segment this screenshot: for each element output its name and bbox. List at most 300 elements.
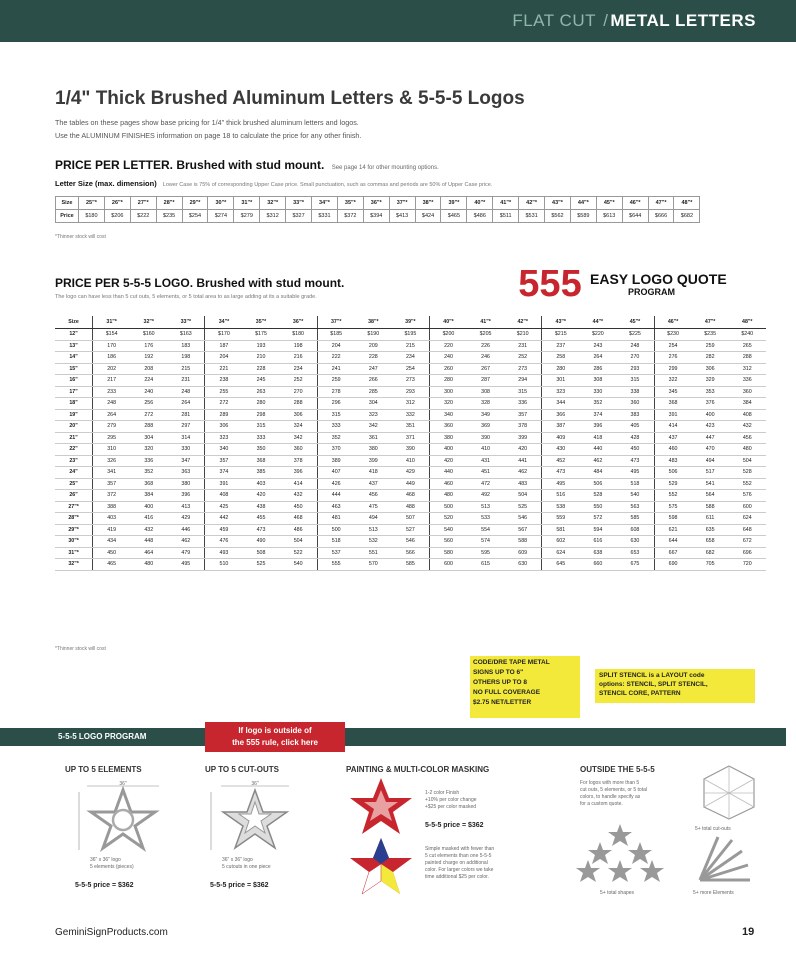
logo-price-cell: 479 <box>167 547 205 559</box>
logo-table-row <box>55 547 766 559</box>
logo-price-cell: 330 <box>167 444 205 456</box>
logo-price-cell: 450 <box>280 501 318 513</box>
logo-price-cell: 272 <box>130 409 167 421</box>
letter-price-cell: $274 <box>208 210 234 223</box>
letter-price-cell: $222 <box>130 210 156 223</box>
logo-table-row <box>55 432 766 444</box>
five-cutouts-star-icon <box>205 780 300 855</box>
logo-price-cell: 210 <box>242 352 279 364</box>
code-callout <box>470 656 580 718</box>
logo-price-cell: 198 <box>280 340 318 352</box>
easy-logo-quote-title: EASY LOGO QUOTE <box>590 271 727 287</box>
logo-price-cell: 254 <box>392 363 430 375</box>
letter-size-cell: 48"* <box>674 197 700 210</box>
logo-price-cell: 280 <box>542 363 580 375</box>
logo-price-cell: 476 <box>205 536 243 548</box>
header-bar <box>0 0 796 42</box>
logo-price-cell: 374 <box>205 467 243 479</box>
logo-price-cell: 540 <box>429 524 467 536</box>
logo-row-size: 26" <box>55 490 93 502</box>
logo-col-header: 43"* <box>542 316 580 329</box>
logo-price-cell: 391 <box>205 478 243 490</box>
split-callout-line: SPLIT STENCIL is a LAYOUT code <box>599 672 705 679</box>
logo-price-cell: 280 <box>242 398 279 410</box>
logo-price-cell: 440 <box>429 467 467 479</box>
logo-price-cell: 264 <box>93 409 131 421</box>
letter-price-cell: $312 <box>260 210 286 223</box>
logo-price-cell: 256 <box>130 398 167 410</box>
logo-price-cell: 315 <box>242 421 279 433</box>
logo-col-header: 46"* <box>654 316 692 329</box>
letter-size-cell: 36"* <box>363 197 389 210</box>
logo-price-cell: 234 <box>280 363 318 375</box>
multicolor-star-icon <box>346 836 416 896</box>
letter-price-cell: $180 <box>79 210 105 223</box>
logo-price-cell: 333 <box>317 421 355 433</box>
footer-site-link[interactable]: GeminiSignProducts.com <box>55 927 168 938</box>
logo-price-cell: 217 <box>93 375 131 387</box>
logo-price-cell: 273 <box>504 363 542 375</box>
letter-size-cell: 34"* <box>312 197 338 210</box>
col3-para-4: color. For larger colors we take <box>425 867 494 873</box>
logo-price-cell: 234 <box>392 352 430 364</box>
letter-size-cell: 27"* <box>130 197 156 210</box>
logo-price-cell: 468 <box>280 513 318 525</box>
outside-rule-link[interactable] <box>205 722 345 752</box>
letter-size-cell: 41"* <box>493 197 519 210</box>
logo-price-cell: 460 <box>429 478 467 490</box>
letter-price-cell: $465 <box>441 210 467 223</box>
logo-price-cell: 420 <box>242 490 279 502</box>
logo-price-cell: 378 <box>280 455 318 467</box>
logo-col-header: 47"* <box>692 316 729 329</box>
logo-row-size: 27"* <box>55 501 93 513</box>
col2-price: 5-5-5 price = $362 <box>210 882 269 889</box>
logo-price-cell: 390 <box>392 444 430 456</box>
logo-price-cell: $205 <box>467 329 504 341</box>
logo-price-cell: 279 <box>93 421 131 433</box>
logo-price-cell: 442 <box>205 513 243 525</box>
logo-price-cell: 408 <box>205 490 243 502</box>
logo-price-cell: 494 <box>355 513 392 525</box>
logo-price-cell: $210 <box>504 329 542 341</box>
logo-price-cell: 228 <box>355 352 392 364</box>
logo-price-cell: 528 <box>579 490 616 502</box>
logo-row-size: 12" <box>55 329 93 341</box>
logo-table-row <box>55 444 766 456</box>
logo-price-cell: 616 <box>579 536 616 548</box>
logo-price-cell: 418 <box>355 467 392 479</box>
logo-price-cell: 297 <box>167 421 205 433</box>
code-callout-line: $2.75 NET/LETTER <box>473 699 532 706</box>
logo-price-cell: 594 <box>579 524 616 536</box>
logo-price-cell: 237 <box>542 340 580 352</box>
letter-price-cell: $279 <box>234 210 260 223</box>
logo-price-cell: 222 <box>317 352 355 364</box>
logo-price-cell: 675 <box>616 559 654 571</box>
logo-price-cell: 563 <box>616 501 654 513</box>
logo-table-row <box>55 352 766 364</box>
logo-price-cell: 245 <box>242 375 279 387</box>
letter-size-cell: 35"* <box>337 197 363 210</box>
logo-price-cell: 259 <box>317 375 355 387</box>
logo-price-cell: 226 <box>467 340 504 352</box>
logo-price-cell: 720 <box>729 559 766 571</box>
logo-table-row <box>55 467 766 479</box>
logo-price-cell: 347 <box>167 455 205 467</box>
logo-price-cell: 504 <box>280 536 318 548</box>
col3-para-2: 5 cut elements than one 5-5-5 <box>425 853 492 859</box>
logo-price-cell: 448 <box>130 536 167 548</box>
logo-col-header: 41"* <box>467 316 504 329</box>
logo-row-size: 21" <box>55 432 93 444</box>
logo-price-cell: $240 <box>729 329 766 341</box>
logo-price-cell: $225 <box>616 329 654 341</box>
logo-price-cell: 608 <box>616 524 654 536</box>
logo-row-size: 28"* <box>55 513 93 525</box>
letter-size-note: Lower Case is 75% of corresponding Upper Case price. Small punctuation, such as commas and periods are 50% of Upper Case price. <box>162 182 493 188</box>
logo-row-size: 29"* <box>55 524 93 536</box>
logo-price-cell: 624 <box>729 513 766 525</box>
intro-line-2: Use the ALUMINUM FINISHES information on page 18 to calculate the price for any other finish. <box>55 131 362 140</box>
letter-size-cell: 45"* <box>596 197 622 210</box>
logo-price-cell: 518 <box>616 478 654 490</box>
logo-price-cell: 288 <box>280 398 318 410</box>
letter-size-cell: 47"* <box>648 197 674 210</box>
logo-price-cell: 403 <box>242 478 279 490</box>
logo-price-cell: 552 <box>654 490 692 502</box>
logo-price-cell: 522 <box>280 547 318 559</box>
logo-price-cell: 540 <box>616 490 654 502</box>
logo-price-table <box>55 316 766 571</box>
logo-price-cell: 265 <box>729 340 766 352</box>
logo-price-cell: 460 <box>654 444 692 456</box>
logo-price-cell: 575 <box>654 501 692 513</box>
logo-price-cell: 473 <box>542 467 580 479</box>
letter-footnote: *Thinner stock will cost <box>55 234 106 240</box>
logo-price-cell: 287 <box>467 375 504 387</box>
outside-rule-line: the 555 rule, click here <box>232 738 318 747</box>
logo-price-cell: $195 <box>392 329 430 341</box>
logo-price-cell: 495 <box>542 478 580 490</box>
col3-note-1: 1-2 color Finish <box>425 790 460 796</box>
logo-col-header: 48"* <box>729 316 766 329</box>
logo-col-header: 32"* <box>130 316 167 329</box>
logo-row-size: 16" <box>55 375 93 387</box>
logo-price-cell: 301 <box>542 375 580 387</box>
logo-price-cell: 241 <box>317 363 355 375</box>
logo-price-cell: 396 <box>167 490 205 502</box>
logo-price-cell: 288 <box>130 421 167 433</box>
logo-price-cell: 246 <box>467 352 504 364</box>
logo-price-cell: $235 <box>692 329 729 341</box>
letter-price-cell: $644 <box>622 210 648 223</box>
logo-price-cell: 506 <box>579 478 616 490</box>
logo-price-cell: 418 <box>579 432 616 444</box>
logo-price-cell: 452 <box>542 455 580 467</box>
logo-section-heading: PRICE PER 5-5-5 LOGO. Brushed with stud mount. <box>55 276 345 290</box>
col3-note-2: +10% per color change <box>425 797 477 803</box>
letter-price-cell: $372 <box>337 210 363 223</box>
logo-price-cell: 289 <box>205 409 243 421</box>
logo-price-cell: 494 <box>692 455 729 467</box>
logo-price-cell: 492 <box>467 490 504 502</box>
logo-price-cell: 468 <box>392 490 430 502</box>
logo-price-cell: 255 <box>205 386 243 398</box>
logo-price-cell: 463 <box>317 501 355 513</box>
logo-col-header: 40"* <box>429 316 467 329</box>
five-stars-icon <box>578 822 663 887</box>
logo-price-cell: 376 <box>692 398 729 410</box>
easy-logo-quote-sub: PROGRAM <box>628 287 675 297</box>
logo-price-cell: 658 <box>692 536 729 548</box>
logo-row-size: 22" <box>55 444 93 456</box>
555-logo-text: 555 <box>518 263 582 305</box>
logo-price-cell: 430 <box>542 444 580 456</box>
logo-price-cell: 345 <box>654 386 692 398</box>
logo-row-size: 14" <box>55 352 93 364</box>
logo-price-cell: 204 <box>205 352 243 364</box>
logo-row-size: 20" <box>55 421 93 433</box>
logo-price-cell: 423 <box>692 421 729 433</box>
logo-price-cell: 258 <box>542 352 580 364</box>
col3-para-1: Simple masked with fewer than <box>425 846 495 852</box>
logo-price-cell: 705 <box>692 559 729 571</box>
logo-price-cell: 420 <box>504 444 542 456</box>
letter-price-cell: $206 <box>104 210 130 223</box>
logo-price-cell: 449 <box>392 478 430 490</box>
logo-price-cell: 481 <box>317 513 355 525</box>
code-callout-line: OTHERS UP TO 8 <box>473 679 527 686</box>
logo-price-cell: 298 <box>242 409 279 421</box>
logo-table-row <box>55 559 766 571</box>
logo-price-cell: $160 <box>130 329 167 341</box>
logo-price-cell: 525 <box>242 559 279 571</box>
logo-price-cell: 248 <box>93 398 131 410</box>
logo-price-cell: 564 <box>692 490 729 502</box>
logo-table-row <box>55 398 766 410</box>
logo-price-cell: 510 <box>205 559 243 571</box>
logo-price-cell: 400 <box>429 444 467 456</box>
logo-price-cell: $220 <box>579 329 616 341</box>
logo-price-cell: 336 <box>504 398 542 410</box>
logo-row-size: 23" <box>55 455 93 467</box>
logo-price-cell: 408 <box>729 409 766 421</box>
logo-table-row <box>55 421 766 433</box>
logo-price-cell: 286 <box>579 363 616 375</box>
letter-size-cell: 28"* <box>156 197 182 210</box>
page-number: 19 <box>742 926 755 938</box>
logo-row-size: 18" <box>55 398 93 410</box>
logo-price-cell: 615 <box>467 559 504 571</box>
logo-table-row <box>55 375 766 387</box>
logo-price-cell: 396 <box>579 421 616 433</box>
intro-text <box>55 116 361 142</box>
logo-price-cell: 446 <box>167 524 205 536</box>
logo-price-cell: 399 <box>355 455 392 467</box>
logo-price-cell: $180 <box>280 329 318 341</box>
logo-price-cell: 520 <box>429 513 467 525</box>
logo-price-cell: 198 <box>167 352 205 364</box>
logo-price-cell: 344 <box>542 398 580 410</box>
logo-price-cell: 385 <box>242 467 279 479</box>
logo-price-cell: 508 <box>242 547 279 559</box>
logo-col-header: 34"* <box>205 316 243 329</box>
letter-heading-text: PRICE PER LETTER. Brushed with stud mount. <box>55 158 325 172</box>
logo-price-cell: 288 <box>729 352 766 364</box>
logo-price-cell: 480 <box>729 444 766 456</box>
col2-title: UP TO 5 CUT-OUTS <box>205 765 279 774</box>
letter-price-table <box>55 196 700 223</box>
logo-price-cell: 483 <box>654 455 692 467</box>
logo-price-cell: 598 <box>654 513 692 525</box>
letter-price-cell: $531 <box>519 210 545 223</box>
logo-price-cell: 389 <box>317 455 355 467</box>
logo-price-cell: 533 <box>467 513 504 525</box>
logo-price-cell: 554 <box>467 524 504 536</box>
logo-price-cell: 352 <box>317 432 355 444</box>
logo-table-row <box>55 490 766 502</box>
logo-price-cell: 306 <box>692 363 729 375</box>
logo-table-row <box>55 536 766 548</box>
logo-price-cell: 380 <box>355 444 392 456</box>
logo-price-cell: 308 <box>579 375 616 387</box>
logo-price-cell: 444 <box>317 490 355 502</box>
logo-price-cell: 441 <box>504 455 542 467</box>
logo-row-size: 30"* <box>55 536 93 548</box>
logo-price-cell: 314 <box>167 432 205 444</box>
logo-price-cell: 259 <box>692 340 729 352</box>
logo-table-row <box>55 340 766 352</box>
logo-price-cell: 528 <box>729 467 766 479</box>
logo-price-cell: 551 <box>355 547 392 559</box>
logo-price-cell: 371 <box>392 432 430 444</box>
logo-price-cell: 360 <box>729 386 766 398</box>
logo-price-cell: 396 <box>280 467 318 479</box>
logo-price-cell: 192 <box>130 352 167 364</box>
logo-price-cell: 546 <box>392 536 430 548</box>
logo-price-cell: 193 <box>242 340 279 352</box>
logo-price-cell: 595 <box>467 547 504 559</box>
logo-price-cell: 660 <box>579 559 616 571</box>
logo-price-cell: 537 <box>317 547 355 559</box>
header-separator: / <box>603 11 608 30</box>
logo-price-cell: 215 <box>167 363 205 375</box>
logo-price-cell: $170 <box>205 329 243 341</box>
logo-price-cell: 484 <box>579 467 616 479</box>
logo-footnote: *Thinner stock will cost <box>55 646 106 652</box>
logo-price-cell: 566 <box>392 547 430 559</box>
col1-caption-1: 36" x 36" logo <box>90 857 121 863</box>
logo-price-cell: 500 <box>429 501 467 513</box>
split-callout-line: options: STENCIL, SPLIT STENCIL, <box>599 681 708 688</box>
letter-size-cell: 37"* <box>389 197 415 210</box>
logo-price-cell: 559 <box>542 513 580 525</box>
logo-price-cell: 252 <box>504 352 542 364</box>
logo-price-cell: 399 <box>504 432 542 444</box>
logo-col-header: 36"* <box>280 316 318 329</box>
logo-price-cell: 696 <box>729 547 766 559</box>
logo-price-cell: 440 <box>579 444 616 456</box>
logo-price-cell: 374 <box>579 409 616 421</box>
logo-price-cell: 437 <box>355 478 392 490</box>
logo-price-cell: 370 <box>317 444 355 456</box>
logo-price-cell: 504 <box>504 490 542 502</box>
logo-price-cell: $200 <box>429 329 467 341</box>
logo-price-cell: 299 <box>654 363 692 375</box>
logo-price-cell: 672 <box>729 536 766 548</box>
logo-price-cell: 420 <box>429 455 467 467</box>
logo-price-cell: 322 <box>654 375 692 387</box>
logo-price-cell: 248 <box>167 386 205 398</box>
logo-price-cell: 518 <box>317 536 355 548</box>
logo-price-cell: 495 <box>167 559 205 571</box>
logo-price-cell: 294 <box>504 375 542 387</box>
logo-price-cell: 462 <box>167 536 205 548</box>
logo-price-cell: 450 <box>616 444 654 456</box>
logo-table-row <box>55 513 766 525</box>
logo-price-cell: 541 <box>692 478 729 490</box>
logo-col-header: 31"* <box>93 316 131 329</box>
intro-line-1: The tables on these pages show base pricing for 1/4" thick brushed aluminum letters and logos. <box>55 118 359 127</box>
logo-col-header: 45"* <box>616 316 654 329</box>
logo-col-header: 35"* <box>242 316 279 329</box>
logo-price-cell: 202 <box>93 363 131 375</box>
logo-price-cell: 546 <box>504 513 542 525</box>
logo-price-cell: 332 <box>392 409 430 421</box>
logo-price-cell: 504 <box>729 455 766 467</box>
logo-price-cell: 456 <box>355 490 392 502</box>
logo-price-cell: 267 <box>467 363 504 375</box>
logo-price-cell: 220 <box>429 340 467 352</box>
letter-price-cell: $589 <box>570 210 596 223</box>
col3-price: 5-5-5 price = $362 <box>425 822 484 829</box>
logo-price-cell: 464 <box>130 547 167 559</box>
logo-price-cell: 204 <box>317 340 355 352</box>
col4-note-4: for a custom quote. <box>580 801 623 807</box>
col4-rays-caption: 5+ more Elements <box>693 890 734 896</box>
logo-price-cell: 216 <box>280 352 318 364</box>
logo-price-cell: 326 <box>93 455 131 467</box>
logo-price-cell: 429 <box>167 513 205 525</box>
logo-price-cell: 529 <box>654 478 692 490</box>
col4-stars-caption: 5+ total shapes <box>600 890 635 896</box>
logo-section-subheading: The logo can have less than 5 cut outs, 5 elements, or 5 total area to as large adding at its a suitable grade. <box>55 294 317 300</box>
logo-price-cell: 602 <box>542 536 580 548</box>
logo-col-header: 42"* <box>504 316 542 329</box>
logo-price-cell: 323 <box>542 386 580 398</box>
logo-price-cell: 513 <box>355 524 392 536</box>
letter-price-cell: $327 <box>286 210 312 223</box>
logo-price-cell: 340 <box>205 444 243 456</box>
logo-price-cell: 387 <box>542 421 580 433</box>
logo-price-cell: 624 <box>542 547 580 559</box>
logo-price-cell: 323 <box>205 432 243 444</box>
logo-price-cell: 240 <box>429 352 467 364</box>
logo-price-cell: 357 <box>504 409 542 421</box>
logo-price-cell: 324 <box>280 421 318 433</box>
letter-price-cell: $486 <box>467 210 493 223</box>
logo-price-cell: 621 <box>654 524 692 536</box>
logo-price-cell: 293 <box>392 386 430 398</box>
logo-price-cell: 183 <box>167 340 205 352</box>
logo-price-cell: 567 <box>504 524 542 536</box>
logo-price-cell: 428 <box>616 432 654 444</box>
logo-price-cell: 630 <box>616 536 654 548</box>
logo-price-cell: 588 <box>692 501 729 513</box>
logo-price-cell: 429 <box>392 467 430 479</box>
logo-price-cell: $185 <box>317 329 355 341</box>
